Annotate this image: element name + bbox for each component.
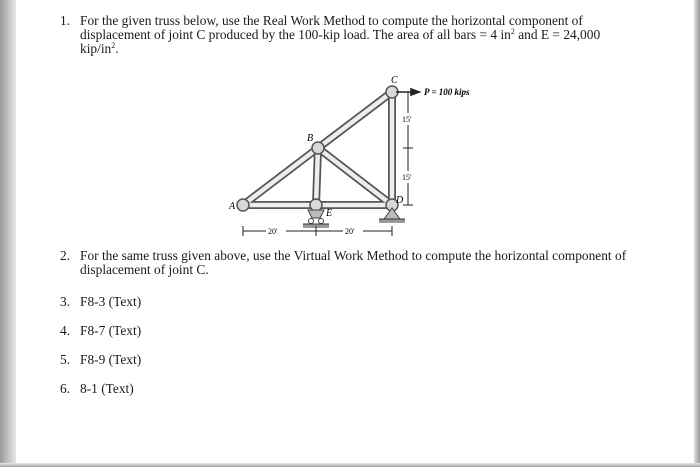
dim-lower-label: 15′ [402, 173, 412, 182]
problem-4-number: 4. [60, 323, 71, 338]
joint-b-label: B [307, 133, 314, 144]
problem-4-text: F8-7 (Text) [80, 323, 142, 338]
load-label: P = 100 kips [424, 87, 470, 97]
problem-6 [60, 382, 260, 398]
joint-e-label: E [326, 208, 333, 219]
problem-1-line-1: For the given truss below, use the Real Work Method to compute the horizontal component of [80, 13, 583, 28]
joint-b-plate [312, 142, 324, 154]
dim-right-label: 20′ [345, 227, 355, 236]
problem-2-number: 2. [60, 248, 71, 263]
problem-1-line-3-text: kip/in [80, 41, 112, 56]
problem-2 [60, 249, 680, 279]
joint-e-plate [310, 199, 322, 211]
dim-left-label: 20′ [268, 227, 278, 236]
problem-2-text [80, 249, 626, 277]
vertical-dimension [403, 92, 413, 205]
problem-1-line-2-tail: and E = 24,000 [514, 27, 601, 42]
joint-c-label: C [391, 75, 398, 86]
problem-1-number: 1. [60, 13, 71, 28]
modulus-unit-superscript: 2 [111, 41, 116, 50]
problem-6-text: 8-1 (Text) [80, 381, 134, 396]
joint-d-label: D [396, 195, 404, 206]
problem-5-text: F8-9 (Text) [80, 352, 142, 367]
problem-1-line-3-tail: . [115, 41, 119, 56]
problem-5-number: 5. [60, 352, 71, 367]
problem-4 [60, 324, 260, 340]
joint-a-plate [237, 199, 249, 211]
joint-a-label: A [229, 201, 236, 212]
area-unit-superscript: 2 [510, 27, 515, 36]
problem-3-text: F8-3 (Text) [80, 294, 142, 309]
problem-6-number: 6. [60, 381, 71, 396]
problem-3-number: 3. [60, 294, 71, 309]
problem-5 [60, 353, 260, 369]
problem-2-line-1: For the same truss given above, use the Virtual Work Method to compute the horizontal component of [80, 248, 627, 263]
support-d-pin [379, 208, 405, 223]
dim-upper-label: 15′ [402, 115, 412, 124]
problem-1-line-2-text: displacement of joint C produced by the 100-kip load. The area of all bars = 4 in [80, 27, 511, 42]
problem-3 [60, 295, 260, 311]
problem-2-line-2: displacement of joint C. [80, 262, 209, 277]
